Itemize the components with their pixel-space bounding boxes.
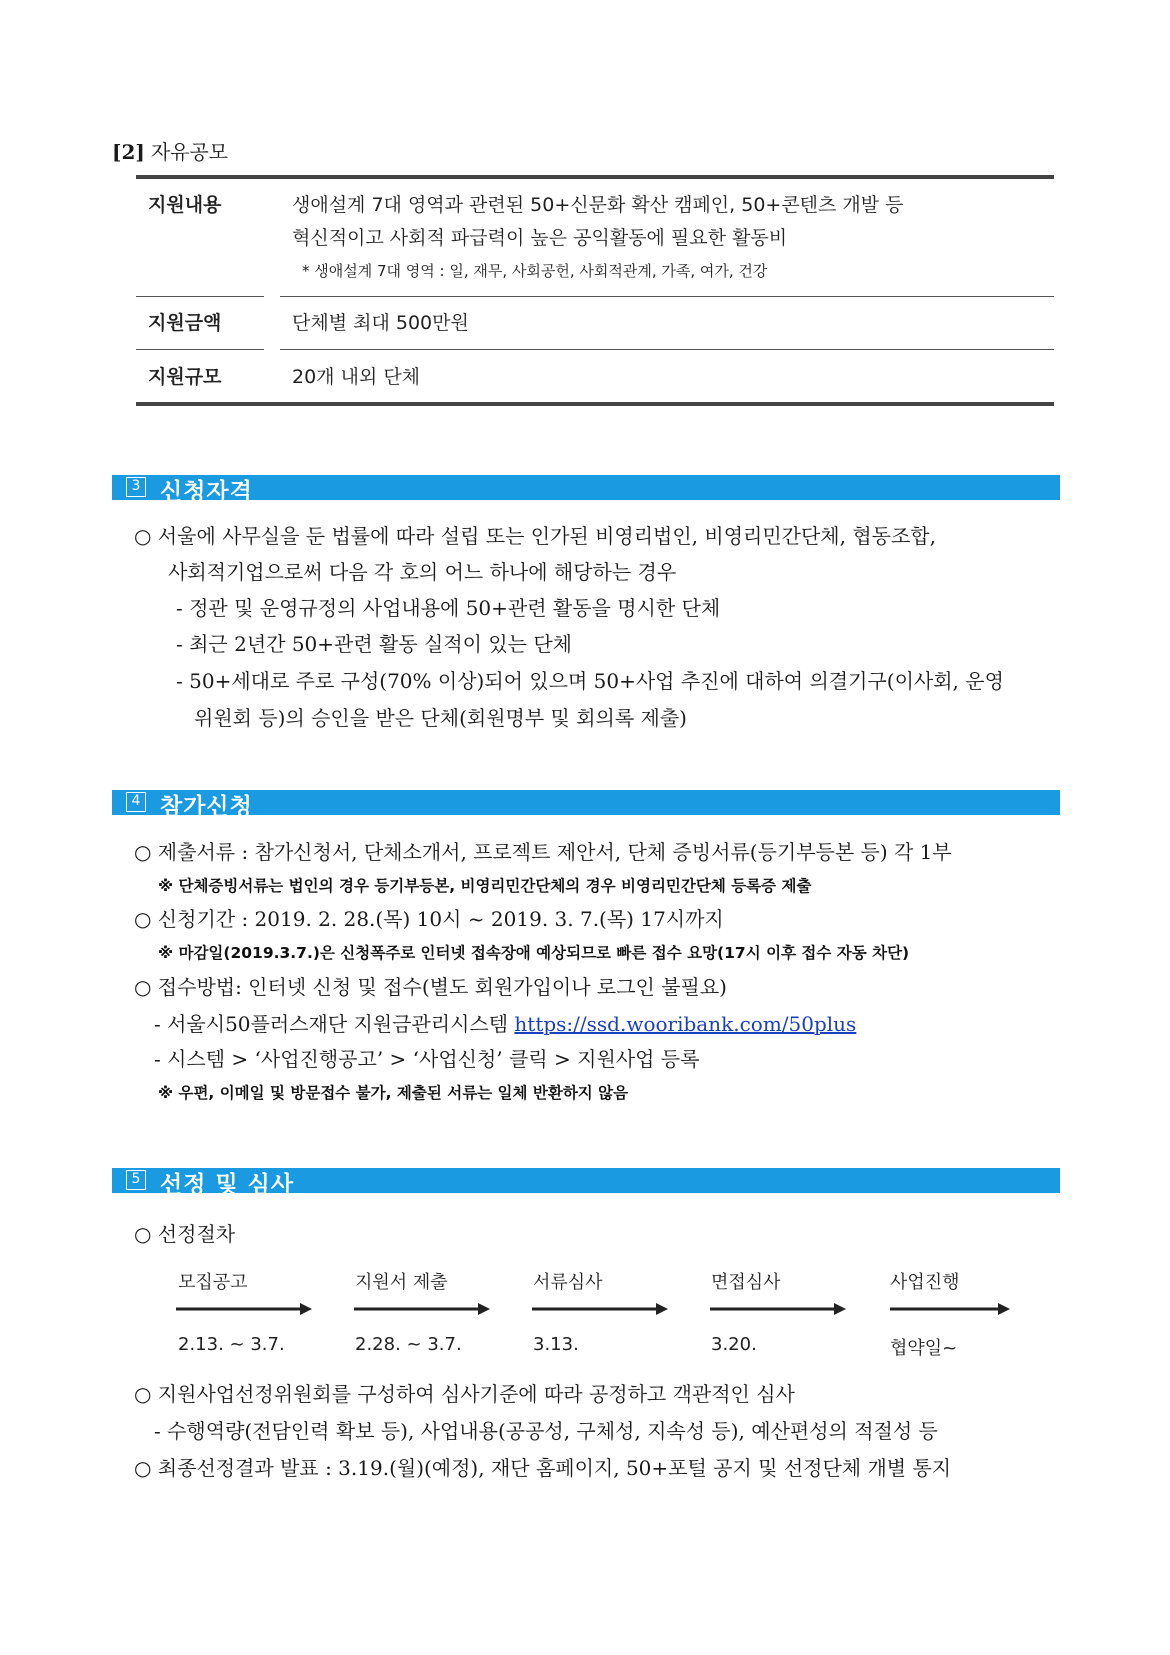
section-5-banner	[112, 1168, 1060, 1198]
review-process: ○ 지원사업선정위원회를 구성하여 심사기준에 따라 공정하고 객관적인 심사	[134, 1382, 795, 1406]
table-top-rule	[136, 175, 1054, 179]
section-5-title: 선정 및 심사	[160, 1172, 295, 1198]
flow-step-date: 협약일~	[890, 1338, 958, 1359]
flow-step-date: 3.20.	[711, 1334, 757, 1355]
flow-step-label: 면접심사	[711, 1272, 781, 1293]
eligibility-line-1: ○ 서울에 사무실을 둔 법률에 따라 설립 또는 인가된 비영리법인, 비영리민간단체, 협동조합,	[134, 524, 936, 548]
application-system-label: - 서울시50플러스재단 지원금관리시스템	[154, 1012, 509, 1036]
flow-arrow-icon	[890, 1302, 1010, 1316]
table-row-divider	[280, 349, 1054, 350]
eligibility-item-2: - 최근 2년간 50+관련 활동 실적이 있는 단체	[176, 632, 572, 656]
application-steps-note: ※ 우편, 이메일 및 방문접수 불가, 제출된 서류는 일체 반환하지 않음	[158, 1084, 629, 1102]
section-3-title: 신청자격	[160, 479, 253, 505]
table-row-divider	[136, 296, 264, 297]
review-criteria: - 수행역량(전담인력 확보 등), 사업내용(공공성, 구체성, 지속성 등), 예산편성의 적절성 등	[154, 1419, 938, 1443]
final-result-announcement: ○ 최종선정결과 발표 : 3.19.(월)(예정), 재단 홈페이지, 50+포털 공지 및 선정단체 개별 통지	[134, 1456, 952, 1480]
section-2-number: [2]	[112, 140, 145, 164]
application-period: ○ 신청기간 : 2019. 2. 28.(목) 10시 ~ 2019. 3. 7.(목) 17시까지	[134, 907, 724, 931]
section-4-number: 4	[126, 792, 146, 812]
flow-step-date: 3.13.	[533, 1334, 579, 1355]
flow-step-label: 서류심사	[533, 1272, 603, 1293]
submission-docs: ○ 제출서류 : 참가신청서, 단체소개서, 프로젝트 제안서, 단체 증빙서류(등기부등본 등) 각 1부	[134, 840, 952, 864]
table-value-scale: 20개 내외 단체	[292, 366, 421, 388]
section-3-number: 3	[126, 477, 146, 497]
flow-step-label: 모집공고	[178, 1272, 248, 1293]
flow-step-label: 사업진행	[890, 1272, 960, 1293]
eligibility-item-1: - 정관 및 운영규정의 사업내용에 50+관련 활동을 명시한 단체	[176, 596, 721, 620]
table-value-amount: 단체별 최대 500만원	[292, 312, 469, 334]
application-system	[154, 1008, 856, 1037]
flow-step-label: 지원서 제출	[355, 1272, 448, 1293]
flow-arrow-icon	[176, 1302, 312, 1316]
application-system-link[interactable]: https://ssd.wooribank.com/50plus	[514, 1012, 857, 1036]
table-label-amount: 지원금액	[148, 312, 222, 334]
eligibility-line-2: 사회적기업으로써 다음 각 호의 어느 하나에 해당하는 경우	[168, 560, 677, 584]
table-value-content-line1: 생애설계 7대 영역과 관련된 50+신문화 확산 캠페인, 50+콘텐츠 개발 등	[292, 194, 904, 216]
table-note-seven-areas: * 생애설계 7대 영역 : 일, 재무, 사회공헌, 사회적관계, 가족, 여가, 건강	[302, 262, 768, 280]
table-value-content-line2: 혁신적이고 사회적 파급력이 높은 공익활동에 필요한 활동비	[292, 227, 788, 249]
flow-arrow-icon	[532, 1302, 668, 1316]
table-bottom-rule	[136, 402, 1054, 406]
eligibility-item-3-cont: 위원회 등)의 승인을 받은 단체(회원명부 및 회의록 제출)	[194, 706, 687, 730]
section-4-title: 참가신청	[160, 794, 253, 820]
table-row-divider	[136, 349, 264, 350]
section-2-title: 자유공모	[150, 140, 229, 164]
flow-step-date: 2.13. ~ 3.7.	[178, 1334, 285, 1355]
table-label-content: 지원내용	[148, 194, 222, 216]
flow-step-date: 2.28. ~ 3.7.	[355, 1334, 462, 1355]
table-label-scale: 지원규모	[148, 366, 222, 388]
table-row-divider	[280, 296, 1054, 297]
section-2-heading	[112, 136, 228, 165]
flow-arrow-icon	[354, 1302, 490, 1316]
section-4-banner	[112, 790, 1060, 820]
selection-procedure: ○ 선정절차	[134, 1222, 236, 1246]
application-period-note: ※ 마감일(2019.3.7.)은 신청폭주로 인터넷 접속장애 예상되므로 빠른 접수 요망(17시 이후 접수 자동 차단)	[158, 944, 910, 962]
application-steps: - 시스템 > ‘사업진행공고’ > ‘사업신청’ 클릭 > 지원사업 등록	[154, 1047, 700, 1071]
flow-arrow-icon	[710, 1302, 846, 1316]
section-5-number: 5	[126, 1170, 146, 1190]
submission-docs-note: ※ 단체증빙서류는 법인의 경우 등기부등본, 비영리민간단체의 경우 비영리민간단체 등록증 제출	[158, 877, 812, 895]
application-method: ○ 접수방법: 인터넷 신청 및 접수(별도 회원가입이나 로그인 불필요)	[134, 975, 727, 999]
eligibility-item-3: - 50+세대로 주로 구성(70% 이상)되어 있으며 50+사업 추진에 대하여 의결기구(이사회, 운영	[176, 669, 1004, 693]
section-3-banner	[112, 475, 1060, 505]
